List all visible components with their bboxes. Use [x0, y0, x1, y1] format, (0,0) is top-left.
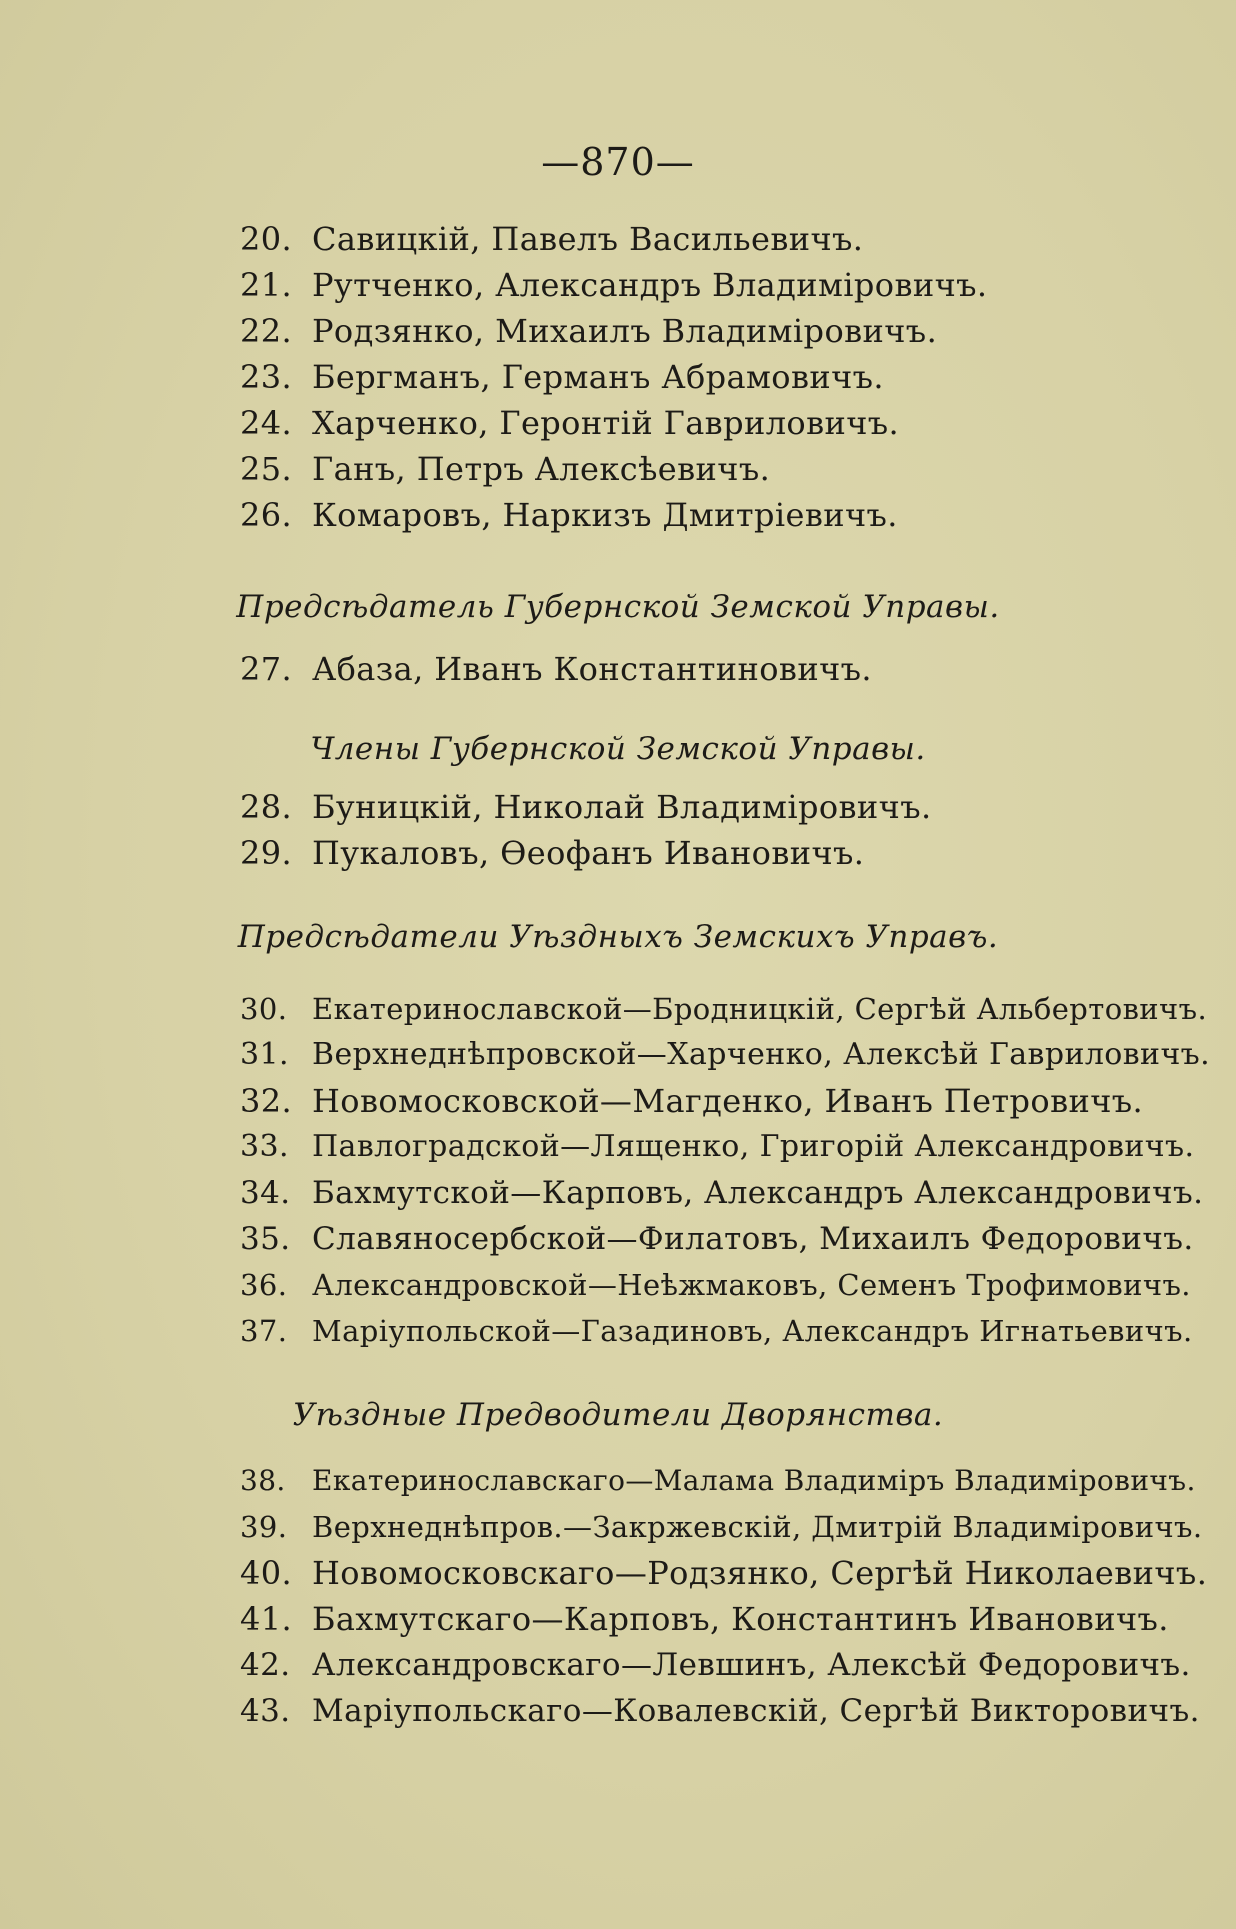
list-item — [240, 1308, 1193, 1354]
entry-number: 25. — [240, 450, 293, 488]
entry-number: 33. — [240, 1129, 289, 1164]
entry-text: Верхнеднѣпровской—Харченко, Алексѣй Гавриловичъ. — [312, 1037, 1211, 1072]
list-item — [240, 1262, 1191, 1308]
entry-text: Комаровъ, Наркизъ Дмитріевичъ. — [312, 496, 898, 534]
list-item — [240, 986, 1207, 1032]
list-item — [240, 400, 899, 446]
entry-text: Бергманъ, Германъ Абрамовичъ. — [312, 358, 884, 396]
entry-text: Маріупольскаго—Ковалевскій, Сергѣй Викторовичъ. — [312, 1693, 1200, 1729]
entry-number: 43. — [240, 1693, 291, 1729]
entry-text: Екатеринославской—Бродницкій, Сергѣй Альбертовичъ. — [312, 992, 1208, 1026]
entry-text: Бахмутской—Карповъ, Александръ Александровичъ. — [312, 1175, 1204, 1211]
list-item — [240, 1216, 1194, 1262]
list-item — [240, 216, 863, 262]
page-number: —870— — [541, 140, 695, 184]
entry-text: Александровской—Неѣжмаковъ, Семенъ Трофимовичъ. — [312, 1268, 1191, 1302]
entry-text: Рутченко, Александръ Владиміровичъ. — [312, 266, 988, 304]
list-item — [240, 1504, 1203, 1550]
section-heading: Члены Губернской Земской Управы. — [310, 731, 926, 767]
entry-text: Екатеринославскаго—Малама Владиміръ Владиміровичъ. — [312, 1464, 1196, 1497]
entry-text: Родзянко, Михаилъ Владиміровичъ. — [312, 312, 938, 350]
list-item — [240, 784, 932, 830]
section-heading: Уѣздные Предводители Дворянства. — [292, 1397, 944, 1433]
entry-number: 42. — [240, 1647, 291, 1683]
entry-number: 34. — [240, 1175, 291, 1211]
entry-text: Новомосковскаго—Родзянко, Сергѣй Николаевичъ. — [312, 1554, 1208, 1592]
entry-text: Новомосковской—Магденко, Иванъ Петровичъ. — [312, 1082, 1144, 1120]
list-item — [240, 308, 937, 354]
entry-number: 27. — [240, 650, 293, 688]
list-item — [240, 262, 988, 308]
entry-number: 22. — [240, 312, 293, 350]
entry-text: Харченко, Геронтій Гавриловичъ. — [312, 404, 900, 442]
entry-number: 24. — [240, 404, 293, 442]
entry-text: Бахмутскаго—Карповъ, Константинъ Ивановичъ. — [312, 1600, 1169, 1638]
section-heading: Предсѣдатели Уѣздныхъ Земскихъ Управъ. — [237, 919, 999, 955]
entry-number: 40. — [240, 1554, 293, 1592]
list-item — [240, 1170, 1203, 1216]
list-item — [240, 446, 770, 492]
list-item — [240, 646, 872, 692]
entry-number: 29. — [240, 834, 293, 872]
entry-text: Верхнеднѣпров.—Закржевскій, Дмитрій Владиміровичъ. — [312, 1510, 1203, 1544]
entry-number: 26. — [240, 496, 293, 534]
section-heading: Предсѣдатель Губернской Земской Управы. — [236, 589, 1000, 625]
entry-text: Савицкій, Павелъ Васильевичъ. — [312, 220, 864, 258]
entry-number: 21. — [240, 266, 293, 304]
entry-number: 41. — [240, 1600, 293, 1638]
entry-number: 39. — [240, 1510, 288, 1544]
list-item — [240, 492, 898, 538]
entry-number: 36. — [240, 1268, 288, 1302]
entry-number: 28. — [240, 788, 293, 826]
list-item — [240, 1688, 1200, 1734]
entry-number: 23. — [240, 358, 293, 396]
entry-text: Павлоградской—Лященко, Григорій Александровичъ. — [312, 1129, 1195, 1164]
entry-text: Маріупольской—Газадиновъ, Александръ Игнатьевичъ. — [312, 1314, 1193, 1348]
entry-number: 38. — [240, 1464, 286, 1497]
list-item — [240, 1596, 1169, 1642]
entry-text: Александровскаго—Левшинъ, Алексѣй Федоровичъ. — [312, 1647, 1191, 1683]
list-item — [240, 1458, 1196, 1504]
entry-number: 30. — [240, 992, 288, 1026]
entry-text: Абаза, Иванъ Константиновичъ. — [312, 650, 872, 688]
list-item — [240, 1642, 1191, 1688]
entry-text: Буницкій, Николай Владиміровичъ. — [312, 788, 932, 826]
list-item — [240, 354, 884, 400]
entry-number: 20. — [240, 220, 293, 258]
entry-text: Ганъ, Петръ Алексѣевичъ. — [312, 450, 771, 488]
list-item — [240, 1078, 1143, 1124]
entry-number: 35. — [240, 1221, 291, 1257]
list-item — [240, 1032, 1210, 1078]
entry-number: 32. — [240, 1082, 293, 1120]
entry-text: Славяносербской—Филатовъ, Михаилъ Федоровичъ. — [312, 1221, 1194, 1257]
entry-text: Пукаловъ, Өеофанъ Ивановичъ. — [312, 834, 865, 872]
list-item — [240, 1550, 1207, 1596]
entry-number: 37. — [240, 1314, 288, 1348]
entry-number: 31. — [240, 1037, 289, 1072]
list-item — [240, 830, 864, 876]
list-item — [240, 1124, 1194, 1170]
